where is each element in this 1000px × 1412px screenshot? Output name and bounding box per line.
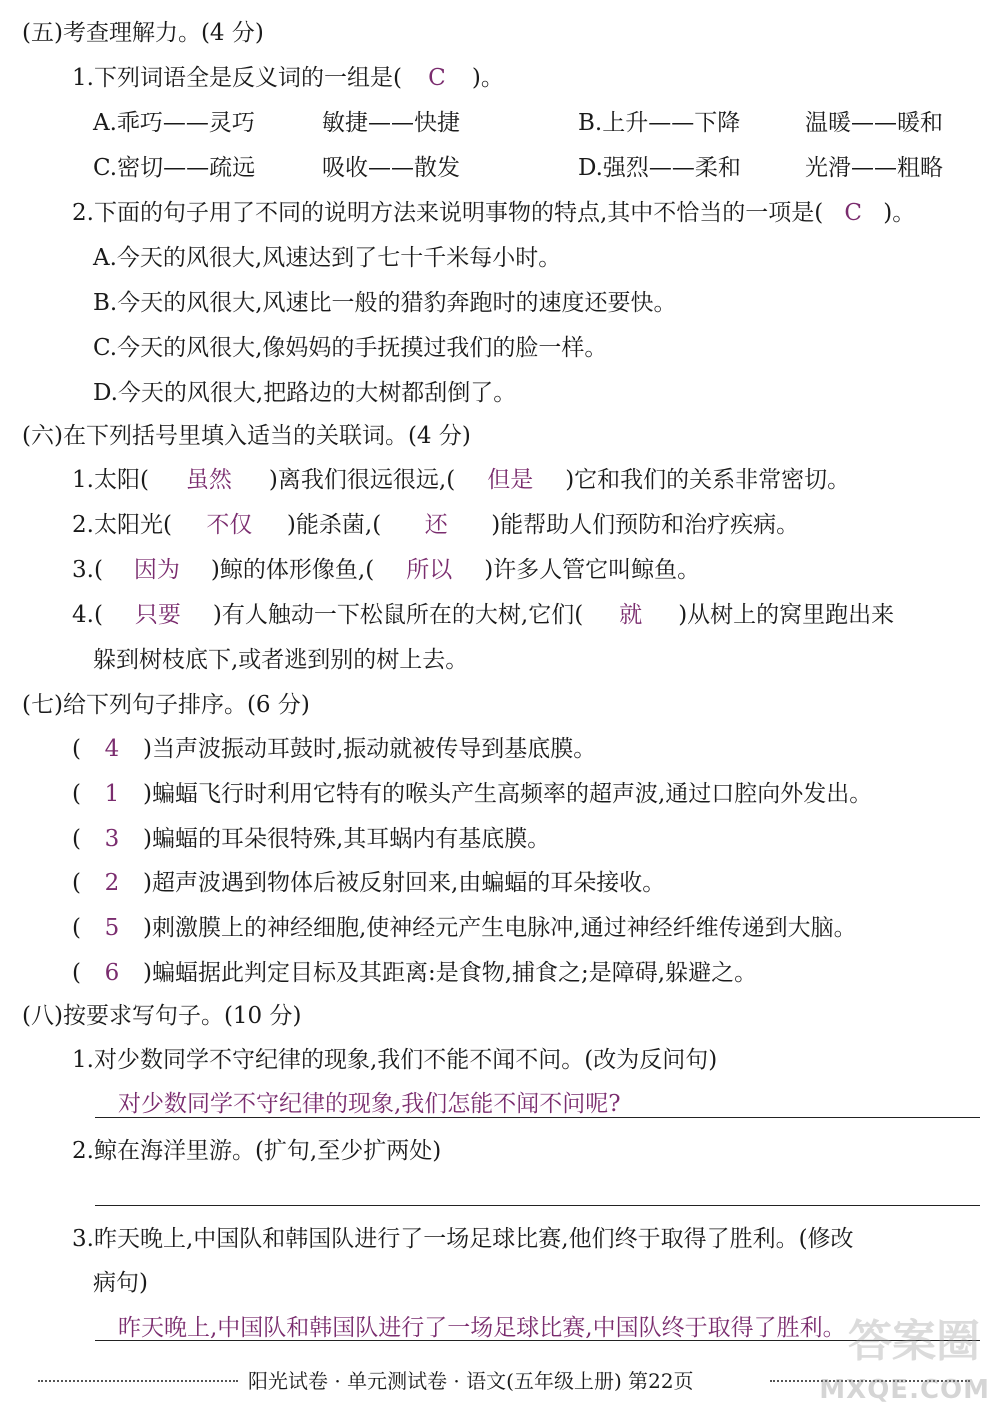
- s7-item-text: 蝙蝠飞行时利用它特有的喉头产生高频率的超声波,通过口腔向外发出。: [151, 781, 873, 807]
- q8-3-answer: 昨天晚上,中国队和韩国队进行了一场足球比赛,中国队终于取得了胜利。: [118, 1315, 846, 1341]
- q6-4-continuation: 躲到树枝底下,或者逃到别的树上去。: [93, 647, 469, 673]
- s7-item-paren-close: ): [142, 915, 152, 941]
- section-6-heading: (六)在下列括号里填入适当的关联词。(4 分): [22, 423, 471, 449]
- q6-2-text-c: )能帮助人们预防和治疗疾病。: [491, 512, 800, 538]
- q5-2-pre: 2.下面的句子用了不同的说明方法来说明事物的特点,其中不恰当的一项是(: [72, 200, 824, 226]
- q6-2: [72, 510, 799, 540]
- watermark-text: MXQE.COM: [819, 1375, 990, 1405]
- s7-item-paren-open: (: [72, 826, 81, 852]
- q5-1-option-b1: B.上升——下降: [578, 110, 741, 136]
- q5-2-option-c: C.今天的风很大,像妈妈的手抚摸过我们的脸一样。: [93, 335, 608, 361]
- q6-3-text-b: )鲸的体形像鱼,(: [210, 557, 375, 583]
- section-8-heading: (八)按要求写句子。(10 分): [22, 1003, 302, 1029]
- q8-3: 3.昨天晚上,中国队和韩国队进行了一场足球比赛,他们终于取得了胜利。(修改: [72, 1226, 854, 1252]
- s7-item-text: 当声波振动耳鼓时,振动就被传导到基底膜。: [151, 736, 597, 762]
- s7-item-number: 1: [104, 781, 120, 807]
- q6-2-text-b: )能杀菌,(: [286, 512, 382, 538]
- s7-item-paren-open: (: [72, 960, 81, 986]
- q5-2-option-b: B.今天的风很大,风速比一般的猎豹奔跑时的速度还要快。: [93, 290, 677, 316]
- s7-item-text: 刺激膜上的神经细胞,使神经元产生电脉冲,通过神经纤维传递到大脑。: [151, 915, 857, 941]
- q8-1: 1.对少数同学不守纪律的现象,我们不能不闻不问。(改为反问句): [72, 1047, 718, 1073]
- s7-item-paren-open: (: [72, 915, 81, 941]
- q6-2-text-a: 2.太阳光(: [72, 512, 172, 538]
- q8-1-answer-line: [95, 1117, 980, 1118]
- q6-2-answer-1: 不仅: [206, 512, 253, 538]
- q6-3: [72, 555, 700, 585]
- s7-item-paren-open: (: [72, 736, 81, 762]
- q5-2-option-a: A.今天的风很大,风速达到了七十千米每小时。: [93, 245, 562, 271]
- q6-4-text-c: )从树上的窝里跑出来: [678, 602, 895, 628]
- q5-1-option-a1: A.乖巧——灵巧: [93, 110, 255, 136]
- q6-1-text-c: )它和我们的关系非常密切。: [565, 467, 851, 493]
- q5-1-answer: C: [428, 65, 446, 91]
- q6-4: [72, 600, 894, 630]
- q5-1-post: )。: [471, 65, 504, 91]
- section-5-heading: (五)考查理解力。(4 分): [22, 20, 264, 46]
- s7-item-number: 6: [104, 960, 120, 986]
- q5-2: [72, 198, 915, 228]
- s7-item-paren-close: ): [142, 826, 152, 852]
- section-7-heading: (七)给下列句子排序。(6 分): [22, 692, 310, 718]
- q6-4-answer-1: 只要: [134, 602, 181, 628]
- s7-item-paren-close: ): [142, 781, 152, 807]
- q5-1: [72, 63, 504, 93]
- q8-3-continuation: 病句): [93, 1270, 148, 1296]
- q6-2-answer-2: 还: [424, 512, 448, 538]
- q6-1-text-a: 1.太阳(: [72, 467, 149, 493]
- watermark: [820, 1305, 990, 1405]
- q6-4-text-a: 4.(: [72, 602, 103, 628]
- q6-4-text-b: )有人触动一下松鼠所在的大树,它们(: [212, 602, 584, 628]
- s7-item: [72, 958, 757, 988]
- q6-1: [72, 465, 850, 495]
- s7-item-paren-open: (: [72, 870, 81, 896]
- s7-item: [72, 913, 857, 943]
- s7-item-text: 超声波遇到物体后被反射回来,由蝙蝠的耳朵接收。: [151, 870, 666, 896]
- s7-item-text: 蝙蝠据此判定目标及其距离:是食物,捕食之;是障碍,躲避之。: [151, 960, 758, 986]
- q6-3-text-a: 3.(: [72, 557, 103, 583]
- s7-item-paren-close: ): [142, 736, 152, 762]
- q6-3-text-c: )许多人管它叫鲸鱼。: [484, 557, 701, 583]
- s7-item: [72, 824, 550, 854]
- watermark-logo: 答案圈: [848, 1316, 980, 1367]
- footer-dots-left: [38, 1380, 238, 1382]
- s7-item-paren-close: ): [142, 960, 152, 986]
- s7-item: [72, 779, 872, 809]
- s7-item-number: 3: [104, 826, 120, 852]
- s7-item: [72, 734, 596, 764]
- q5-1-option-c1: C.密切——疏远: [93, 155, 256, 181]
- q6-3-answer-1: 因为: [133, 557, 180, 583]
- q8-2: 2.鲸在海洋里游。(扩句,至少扩两处): [72, 1138, 442, 1164]
- q8-1-answer: 对少数同学不守纪律的现象,我们怎能不闻不问呢?: [118, 1091, 621, 1117]
- q5-1-option-a2: 敏捷——快捷: [322, 110, 460, 136]
- q6-4-answer-2: 就: [619, 602, 643, 628]
- q6-1-answer-2: 但是: [487, 467, 534, 493]
- q6-3-answer-2: 所以: [406, 557, 453, 583]
- s7-item-number: 4: [104, 736, 120, 762]
- q5-1-pre: 1.下列词语全是反义词的一组是(: [72, 65, 402, 91]
- s7-item-text: 蝙蝠的耳朵很特殊,其耳蜗内有基底膜。: [151, 826, 551, 852]
- q8-2-answer-line: [95, 1205, 980, 1206]
- q5-1-option-d2: 光滑——粗略: [805, 155, 943, 181]
- q5-1-option-c2: 吸收——散发: [322, 155, 460, 181]
- q6-1-text-b: )离我们很远很远,(: [268, 467, 456, 493]
- q5-1-option-b2: 温暖——暖和: [805, 110, 943, 136]
- s7-item-paren-open: (: [72, 781, 81, 807]
- s7-item: [72, 868, 665, 898]
- q5-2-option-d: D.今天的风很大,把路边的大树都刮倒了。: [93, 380, 517, 406]
- s7-item-paren-close: ): [142, 870, 152, 896]
- q6-1-answer-1: 虽然: [185, 467, 232, 493]
- q5-2-post: )。: [883, 200, 916, 226]
- s7-item-number: 5: [104, 915, 120, 941]
- q5-2-answer: C: [844, 200, 863, 226]
- footer-text: 阳光试卷 · 单元测试卷 · 语文(五年级上册) 第22页: [248, 1369, 694, 1393]
- q5-1-option-d1: D.强烈——柔和: [578, 155, 741, 181]
- s7-item-number: 2: [104, 870, 120, 896]
